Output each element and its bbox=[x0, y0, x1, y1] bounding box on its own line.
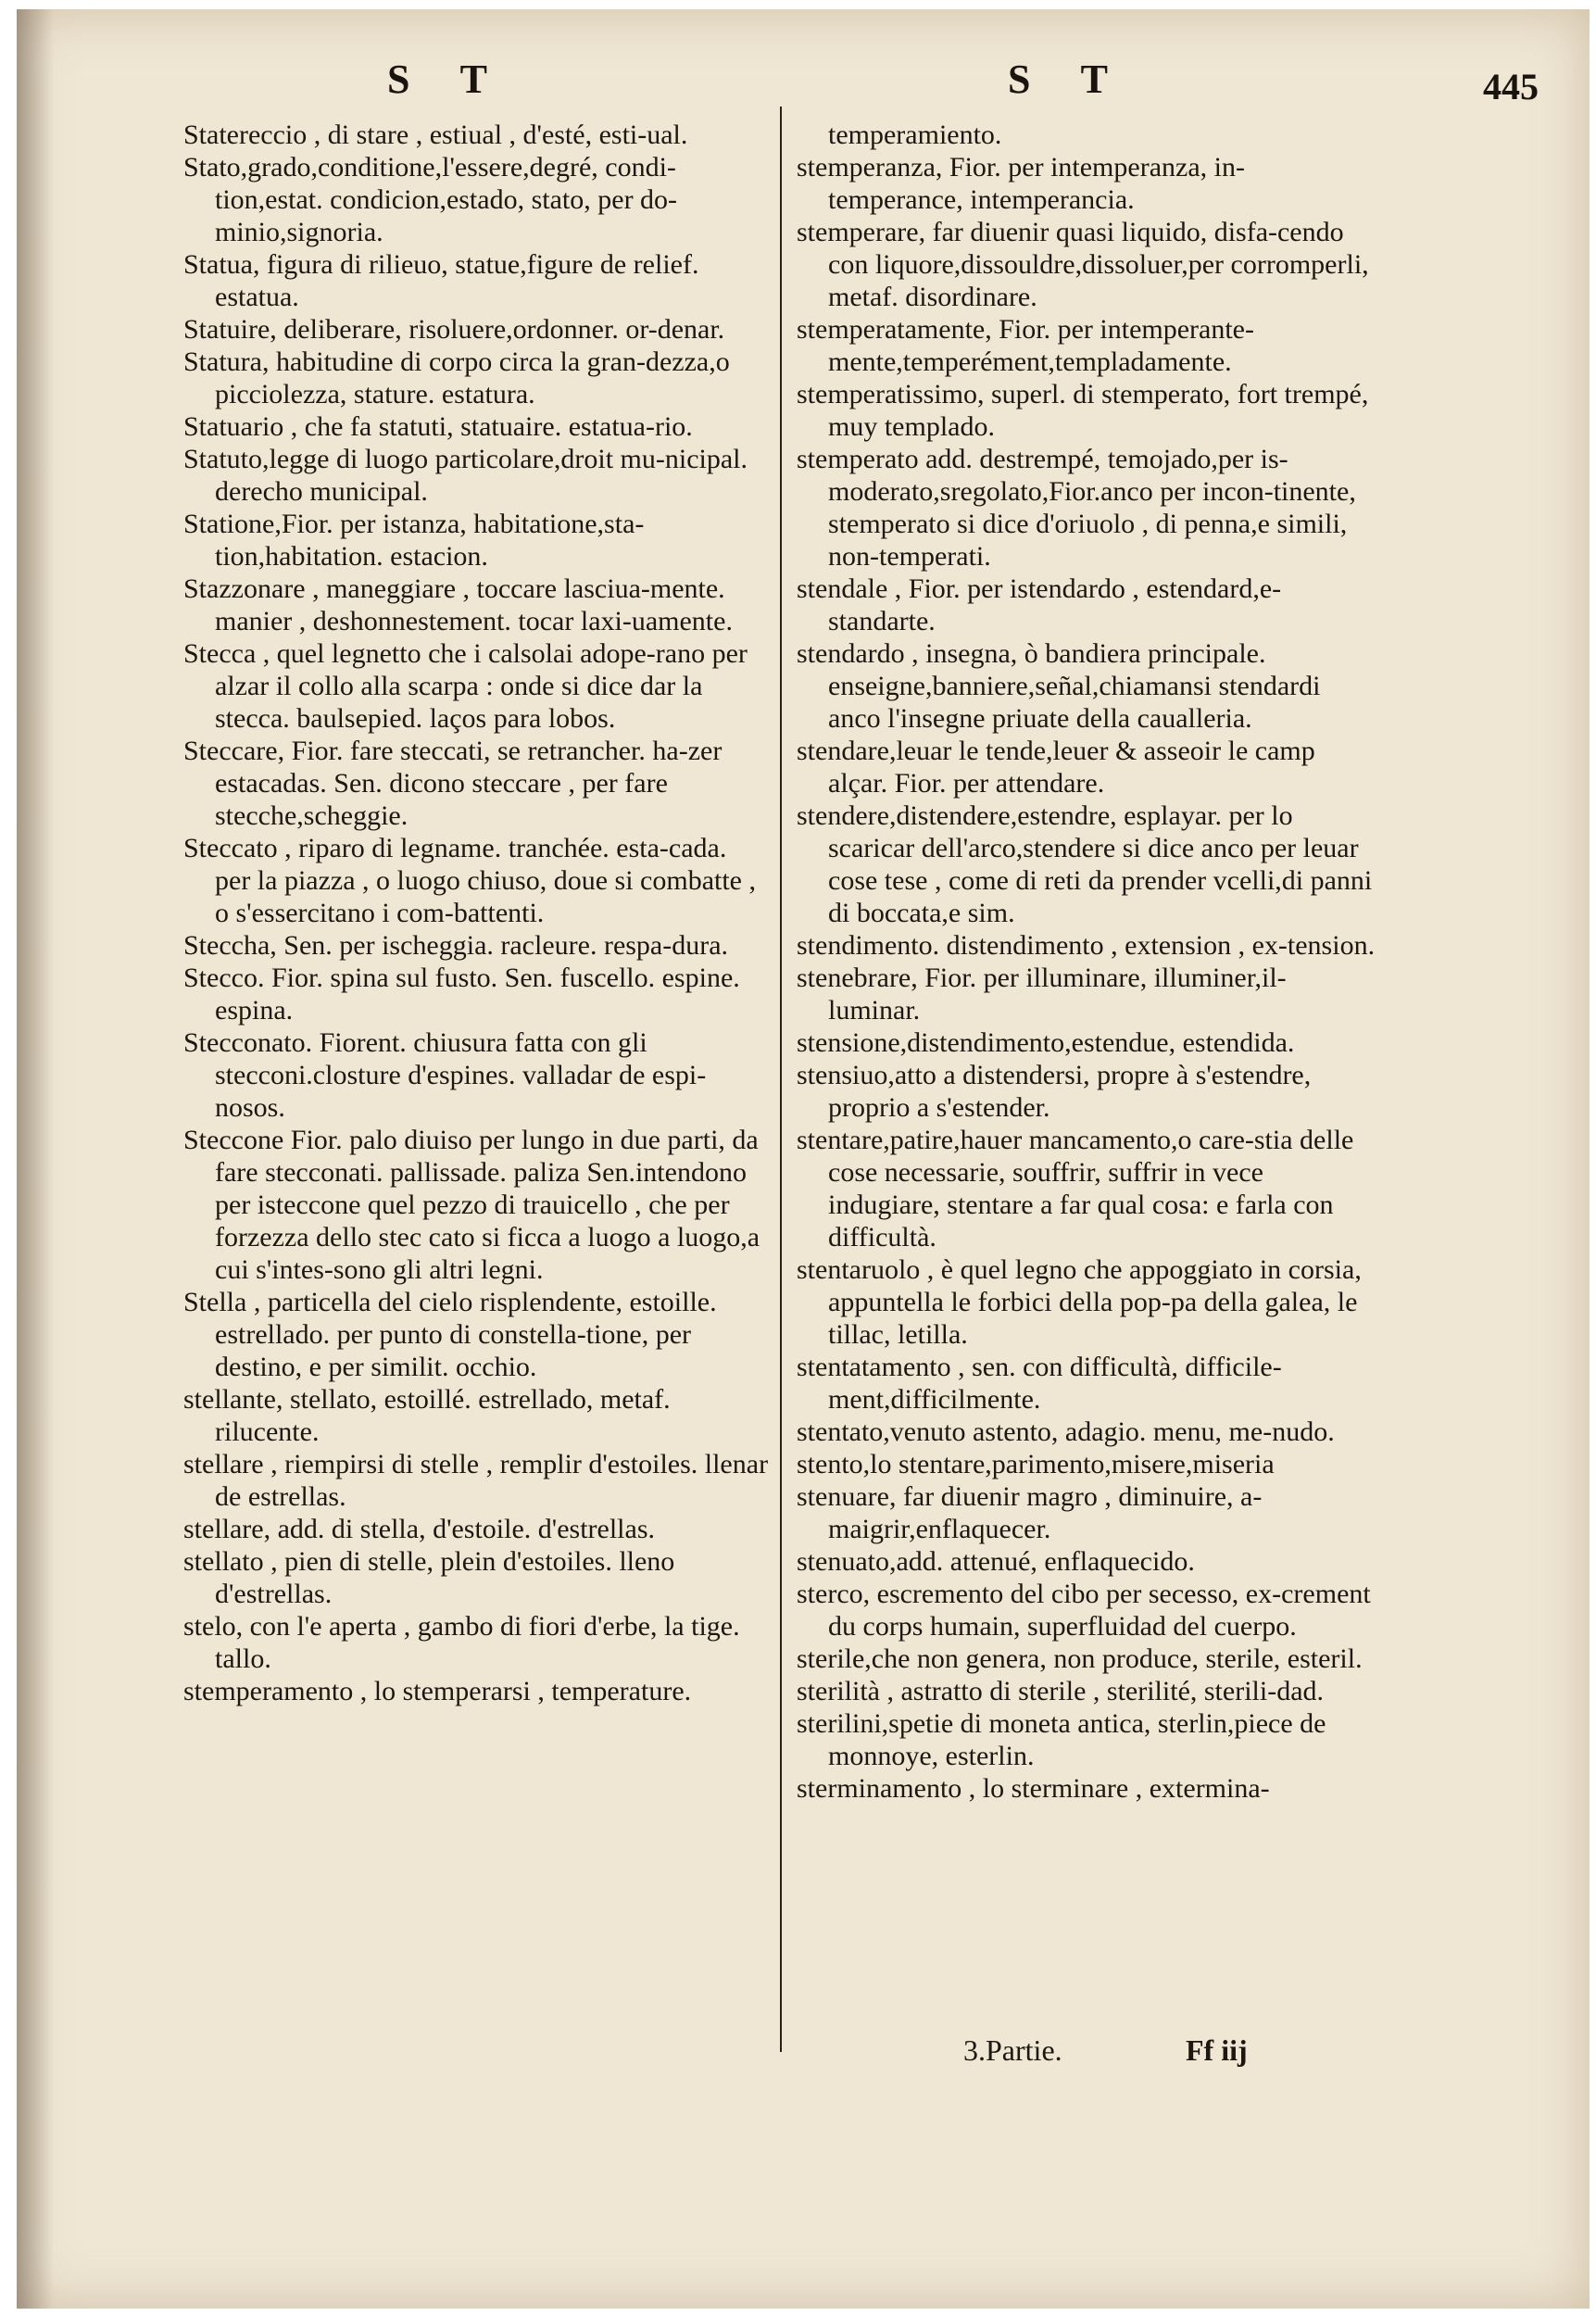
entry: Stecco. Fior. spina sul fusto. Sen. fuscello. espine. espina. bbox=[183, 963, 740, 1026]
entry: Stecca , quel legnetto che i calsolai adope-rano per alzar il collo alla scarpa : onde si dice dar la stecca. baulsepied. laços para lobos. bbox=[183, 638, 748, 734]
entry: stendale , Fior. per istendardo , estendard,e-standarte. bbox=[797, 573, 1282, 636]
page-number: 445 bbox=[1483, 66, 1539, 107]
entry: stentatamento , sen. con difficultà, difficile-ment,difficilmente. bbox=[797, 1352, 1282, 1415]
entry: stendardo , insegna, ò bandiera principale. enseigne,banniere,señal,chiamansi stendardi anco l'insegne priuate della caualleria. bbox=[797, 638, 1321, 734]
entry: stenebrare, Fior. per illuminare, illuminer,il-luminar. bbox=[797, 963, 1287, 1026]
entry: stenuato,add. attenué, enflaquecido. bbox=[797, 1546, 1195, 1577]
entry: stendimento. distendimento , extension , ex-tension. bbox=[797, 930, 1376, 961]
entry: Stazzonare , maneggiare , toccare lasciua-mente. manier , deshonnestement. tocar laxi-uamente. bbox=[183, 573, 733, 636]
entry: sterile,che non genera, non produce, sterile, esteril. bbox=[797, 1643, 1363, 1674]
binding-shadow bbox=[17, 9, 54, 2309]
entry: stemperatissimo, superl. di stemperato, fort trempé, muy templado. bbox=[797, 379, 1369, 442]
entry: stensione,distendimento,estendue, estendida. bbox=[797, 1027, 1295, 1058]
entry: Steccato , riparo di legname. tranchée. esta-cada. per la piazza , o luogo chiuso, doue si combatte , o s'essercitano i com-battenti. bbox=[183, 833, 756, 928]
entry: Statereccio , di stare , estiual , d'esté, esti-ual. bbox=[183, 120, 688, 150]
entry: Statua, figura di rilieuo, statue,figure de relief. estatua. bbox=[183, 249, 699, 312]
entry: Statuario , che fa statuti, statuaire. estatua-rio. bbox=[183, 411, 693, 442]
entry: Stecconato. Fiorent. chiusura fatta con gli stecconi.closture d'espines. valladar de espi-nosos. bbox=[183, 1027, 707, 1123]
entry: Statuire, deliberare, risoluere,ordonner. or-denar. bbox=[183, 314, 725, 345]
entry: stentare,patire,hauer mancamento,o care-stia delle cose necessarie, souffrir, suffrir in vece indugiare, stentare a far qual cosa: e farla con difficultà. bbox=[797, 1125, 1354, 1252]
entry: sterilini,spetie di moneta antica, sterlin,piece de monnoye, esterlin. bbox=[797, 1708, 1326, 1771]
entry: Statura, habitudine di corpo circa la gran-dezza,o picciolezza, stature. estatura. bbox=[183, 346, 730, 409]
entry: Stato,grado,conditione,l'essere,degré, condi-tion,estat. condicion,estado, stato, per do-minio,signoria. bbox=[183, 152, 678, 247]
entry: stellare, add. di stella, d'estoile. d'estrellas. bbox=[183, 1514, 655, 1544]
entry: stentato,venuto astento, adagio. menu, me-nudo. bbox=[797, 1416, 1335, 1447]
page bbox=[17, 9, 1590, 2309]
entry: Steccha, Sen. per ischeggia. racleure. respa-dura. bbox=[183, 930, 729, 961]
entry: stemperanza, Fior. per intemperanza, in-temperance, intemperancia. bbox=[797, 152, 1245, 215]
entry: Stella , particella del cielo risplendente, estoille. estrellado. per punto di constella-tione, per destino, e per similit. occhio. bbox=[183, 1287, 717, 1382]
entry: Statione,Fior. per istanza, habitatione,sta-tion,habitation. estacion. bbox=[183, 509, 645, 572]
entry: stendere,distendere,estendre, esplayar. per lo scaricar dell'arco,stendere si dice anco per leuar cose tese , come di reti da prender vcelli,di panni di boccata,e sim. bbox=[797, 800, 1373, 928]
entry: Steccare, Fior. fare steccati, se retrancher. ha-zer estacadas. Sen. dicono steccare , per fare stecche,scheggie. bbox=[183, 736, 723, 831]
entry: sterco, escremento del cibo per secesso, ex-crement du corps humain, superfluidad del cuerpo. bbox=[797, 1579, 1371, 1642]
entry: stemperatamente, Fior. per intemperante-mente,temperément,templadamente. bbox=[797, 314, 1254, 377]
signature-mark: Ff iij bbox=[1186, 2033, 1248, 2067]
header-right-letters: S T bbox=[1008, 57, 1129, 102]
running-header bbox=[17, 56, 1590, 111]
entry: stensiuo,atto a distendersi, propre à s'estendre, proprio a s'estender. bbox=[797, 1060, 1312, 1123]
entry: stento,lo stentare,parimento,misere,miseria bbox=[797, 1449, 1275, 1479]
entry: stenuare, far diuenir magro , diminuire, a-maigrir,enflaquecer. bbox=[797, 1481, 1263, 1544]
left-column bbox=[183, 119, 769, 1707]
entry: stelo, con l'e aperta , gambo di fiori d'erbe, la tige. tallo. bbox=[183, 1611, 740, 1674]
entry: stendare,leuar le tende,leuer & asseoir le camp alçar. Fior. per attendare. bbox=[797, 736, 1315, 799]
entry: Statuto,legge di luogo particolare,droit mu-nicipal. derecho municipal. bbox=[183, 444, 748, 507]
column-divider bbox=[780, 107, 782, 2052]
entry-continuation: temperamiento. bbox=[828, 120, 1002, 150]
entry: stellare , riempirsi di stelle , remplir d'estoiles. llenar de estrellas. bbox=[183, 1449, 769, 1512]
entry: stemperamento , lo stemperarsi , temperature. bbox=[183, 1676, 692, 1706]
entry: stellante, stellato, estoillé. estrellado, metaf. rilucente. bbox=[183, 1384, 671, 1447]
part-label: 3.Partie. bbox=[963, 2033, 1062, 2067]
entry: stemperare, far diuenir quasi liquido, disfa-cendo con liquore,dissouldre,dissoluer,per corromperli, metaf. disordinare. bbox=[797, 217, 1369, 312]
entry: sterminamento , lo sterminare , extermina- bbox=[797, 1773, 1270, 1804]
entry: sterilità , astratto di sterile , sterilité, sterili-dad. bbox=[797, 1676, 1325, 1706]
entry: stellato , pien di stelle, plein d'estoiles. lleno d'estrellas. bbox=[183, 1546, 675, 1609]
entry: stemperato add. destrempé, temojado,per is-moderato,sregolato,Fior.anco per incon-tinente, stemperato si dice d'oriuolo , di penna,e simili, non-temperati. bbox=[797, 444, 1356, 572]
entry: stentaruolo , è quel legno che appoggiato in corsia, appuntella le forbici della pop-pa della galea, le tillac, letilla. bbox=[797, 1254, 1362, 1350]
right-column bbox=[797, 119, 1376, 1805]
entry: Steccone Fior. palo diuiso per lungo in due parti, da fare stecconati. pallissade. paliza Sen.intendono per isteccone quel pezzo di trauicello , che per forzezza dello stec cato si ficca a luogo a luogo,a cui s'intes-sono gli altri legni. bbox=[183, 1125, 760, 1285]
header-left-letters: S T bbox=[387, 57, 509, 102]
